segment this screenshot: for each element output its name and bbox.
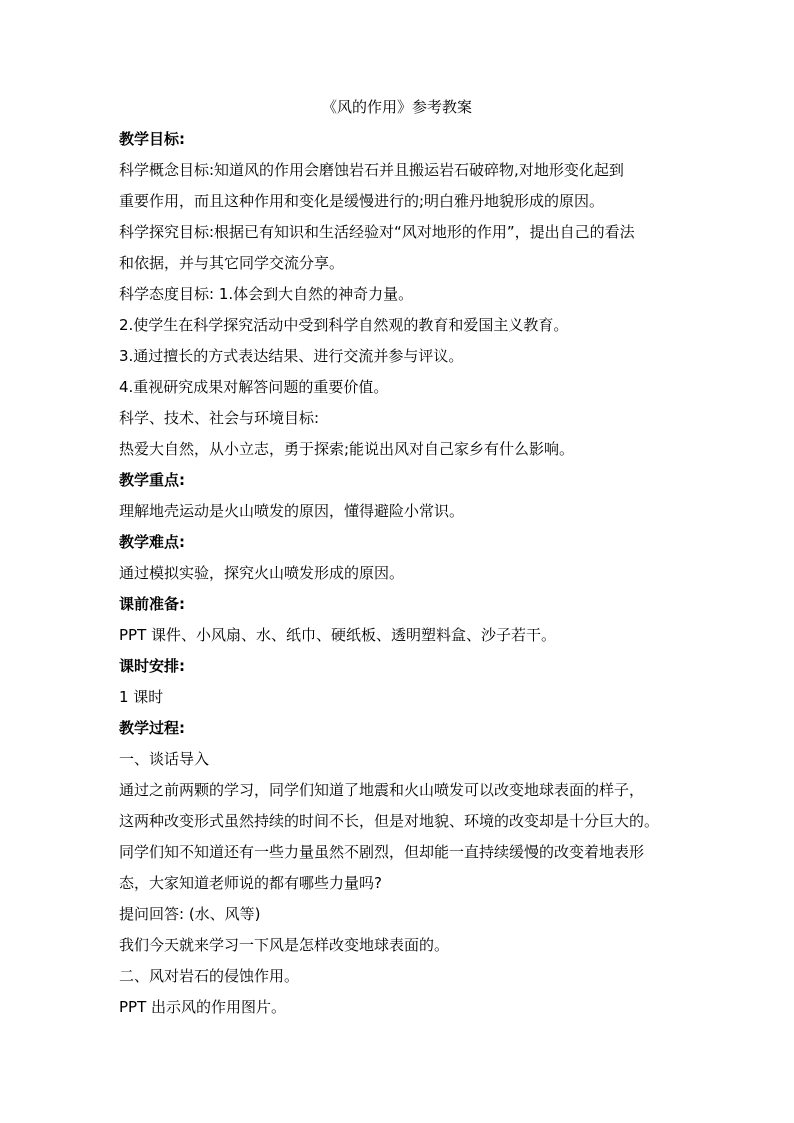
body-text-line: 科学探究目标:根据已有知识和生活经验对“风对地形的作用”，提出自己的看法 <box>119 223 635 241</box>
body-text-line: PPT 出示风的作用图片。 <box>119 998 287 1016</box>
body-text-line: 科学概念目标:知道风的作用会磨蚀岩石并且搬运岩石破碎物,对地形变化起到 <box>119 161 624 179</box>
body-text-line: 热爱大自然，从小立志，勇于探索;能说出风对自己家乡有什么影响。 <box>119 440 575 458</box>
document-title: 《风的作用》参考教案 <box>321 98 472 116</box>
body-text-line: 3.通过擅长的方式表达结果、进行交流并参与评议。 <box>119 347 464 365</box>
body-text-line: 和依据，并与其它同学交流分享。 <box>119 254 345 272</box>
body-text-line: 重要作用，而且这种作用和变化是缓慢进行的;明白雅丹地貌形成的原因。 <box>119 192 605 210</box>
section-heading: 课前准备: <box>119 595 185 613</box>
body-text-line: 2.使学生在科学探究活动中受到科学自然观的教育和爱国主义教育。 <box>119 316 569 334</box>
body-text-line: 科学、技术、社会与环境目标: <box>119 409 320 427</box>
section-heading: 课时安排: <box>119 657 185 675</box>
body-text-line: 这两种改变形式虽然持续的时间不长，但是对地貌、环境的改变却是十分巨大的。 <box>119 812 660 830</box>
section-heading: 教学过程: <box>119 719 185 737</box>
body-text-line: 通过之前两颗的学习，同学们知道了地震和火山喷发可以改变地球表面的样子， <box>119 781 645 799</box>
body-text-line: 1 课时 <box>119 688 164 706</box>
body-text-line: 通过模拟实验，探究火山喷发形成的原因。 <box>119 564 405 582</box>
body-text-line: 我们今天就来学习一下风是怎样改变地球表面的。 <box>119 936 450 954</box>
body-text-line: 科学态度目标: 1.体会到大自然的神奇力量。 <box>119 285 414 303</box>
body-text-line: 4.重视研究成果对解答问题的重要价值。 <box>119 378 389 396</box>
body-text-line: 同学们知不知道还有一些力量虽然不剧烈，但却能一直持续缓慢的改变着地表形 <box>119 843 645 861</box>
body-text-line: PPT 课件、小风扇、水、纸巾、硬纸板、透明塑料盒、沙子若干。 <box>119 626 557 644</box>
body-text-line: 态，大家知道老师说的都有哪些力量吗? <box>119 874 382 892</box>
document-body <box>119 124 685 1023</box>
body-text-line: 理解地壳运动是火山喷发的原因，懂得避险小常识。 <box>119 502 465 520</box>
section-heading: 教学目标: <box>119 130 185 148</box>
body-text-line: 一、谈话导入 <box>119 750 210 768</box>
body-text-line: 提问回答: (水、风等) <box>119 905 261 923</box>
section-heading: 教学难点: <box>119 533 185 551</box>
section-heading: 教学重点: <box>119 471 185 489</box>
body-text-line: 二、风对岩石的侵蚀作用。 <box>119 967 300 985</box>
